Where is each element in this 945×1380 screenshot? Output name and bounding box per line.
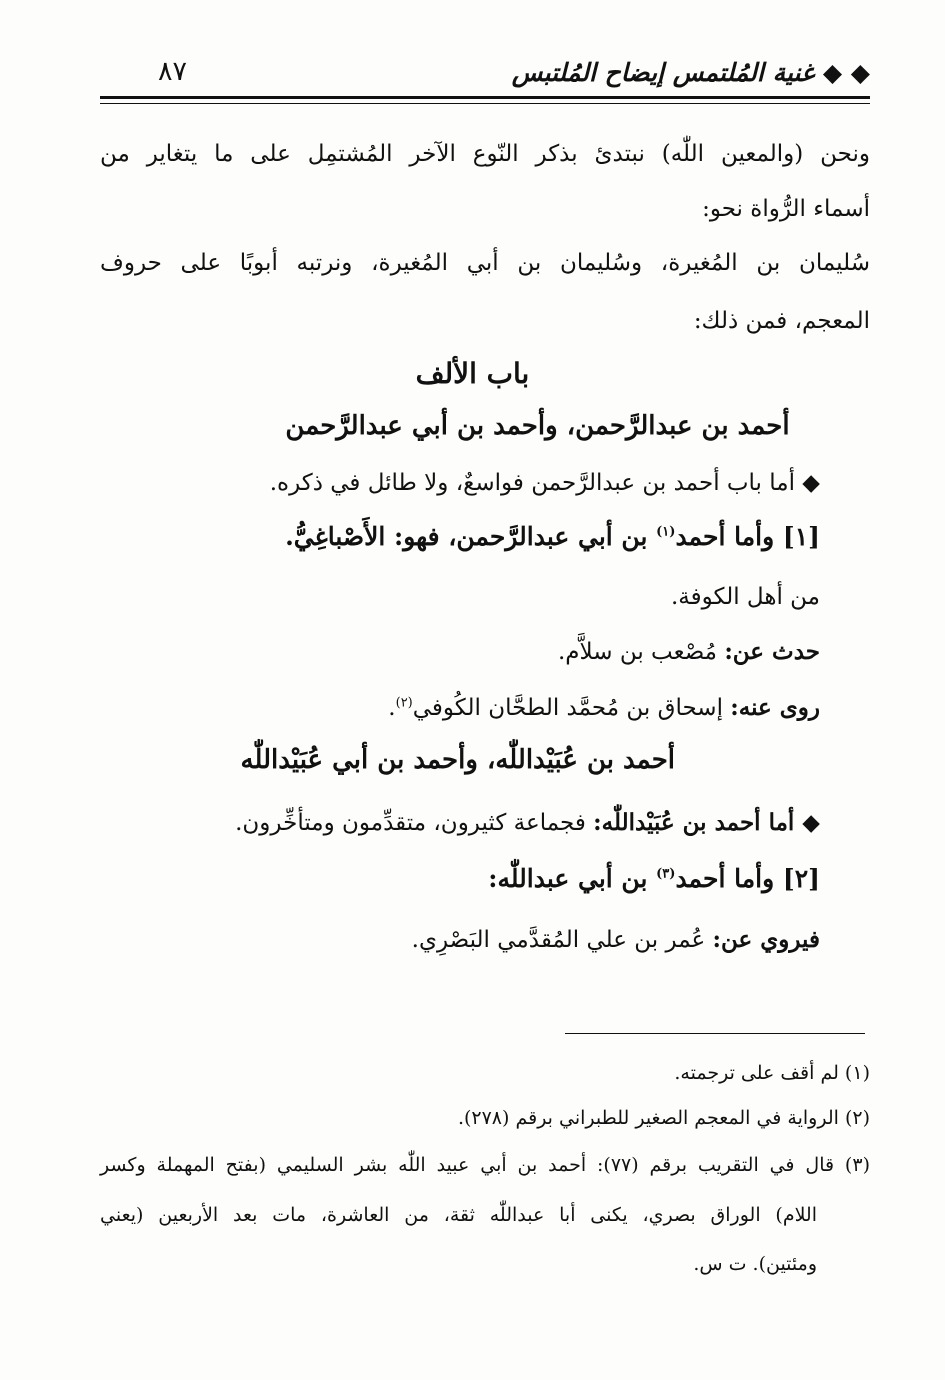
value: عُمر بن علي المُقدَّمي البَصْرِي. — [411, 927, 706, 953]
entry-2 — [488, 862, 820, 896]
value: إسحاق بن مُحمَّد الطحَّان الكُوفي — [412, 695, 723, 721]
footnote-ref[interactable]: (٣) — [656, 866, 676, 882]
label: ◆ أما أحمد بن عُبَيْداللّٰه: — [593, 809, 820, 836]
footnote-ref[interactable]: (١) — [656, 524, 676, 540]
intro-line-2: أسماء الرُّواة نحو: — [702, 196, 870, 222]
label: فيروي عن: — [712, 926, 820, 953]
entry-1-origin: من أهل الكوفة. — [670, 584, 820, 610]
intro-line-1: ونحن (والمعين اللّٰه) نبتدئ بذكر النّوع الآخر المُشتمِل على ما يتغاير من — [100, 141, 870, 167]
value: فجماعة كثيرون، متقدِّمون ومتأخِّرون. — [235, 810, 586, 836]
section-title-2: أحمد بن عُبَيْداللّٰه، وأحمد بن أبي عُبَيْداللّٰه — [240, 745, 675, 775]
entry-number: [١] — [782, 522, 820, 551]
entry-1-narrated-from — [558, 635, 820, 669]
footnote-3-line-1: (٣) قال في التقريب برقم (٧٧): أحمد بن أبي عبيد اللّٰه بشر السليمي (بفتح المهملة وكسر — [100, 1154, 870, 1176]
entry-1-narrated-by — [388, 691, 820, 725]
footnote-1: (١) لم أقف على ترجمته. — [674, 1062, 870, 1084]
header-rule — [100, 96, 870, 99]
label: حدث عن: — [724, 638, 820, 665]
entry-1 — [285, 520, 820, 554]
header-rule-thin — [100, 103, 870, 104]
footnote-separator — [565, 1033, 865, 1034]
footnote-ref[interactable]: (٢) — [395, 695, 413, 711]
intro-line-4: المعجم، فمن ذلك: — [693, 308, 870, 334]
period: . — [388, 695, 396, 721]
page-number: ٨٧ — [158, 56, 188, 87]
page-header — [100, 52, 870, 92]
entry-number: [٢] — [782, 864, 820, 893]
value: مُصْعب بن سلاَّم. — [557, 639, 717, 665]
entry-name: وأما أحمد — [675, 522, 775, 551]
section1-note: ◆ أما باب أحمد بن عبدالرَّحمن فواسعٌ، ولا طائل في ذكره. — [269, 470, 820, 496]
section2-note — [235, 806, 820, 840]
entry-name: وأما أحمد — [675, 864, 775, 893]
footnote-3-line-3: ومئتين). ت س. — [693, 1253, 817, 1275]
entry-2-narrated-from — [412, 923, 820, 957]
entry-name-rest: بن أبي عبدالرَّحمن، فهو: الأَصْباغِيُّ. — [285, 522, 648, 551]
footnote-3-line-2: اللام) الوراق بصري، يكنى أبا عبداللّٰه ثقة، من العاشرة، مات بعد الأربعين (يعني — [100, 1204, 817, 1226]
label: روى عنه: — [730, 694, 820, 721]
chapter-title: باب الألف — [415, 357, 530, 390]
running-title: ◆ ◆ غنية المُلتمس إيضاح المُلتبس — [511, 58, 870, 87]
intro-line-3: سُليمان بن المُغيرة، وسُليمان بن أبي المُغيرة، ونرتبه أبوبًا على حروف — [100, 250, 870, 276]
footnote-2: (٢) الرواية في المعجم الصغير للطبراني برقم (٢٧٨). — [457, 1107, 870, 1129]
entry-name-rest: بن أبي عبداللّٰه: — [488, 864, 648, 893]
section-title-1: أحمد بن عبدالرَّحمن، وأحمد بن أبي عبدالرَّحمن — [285, 411, 790, 441]
